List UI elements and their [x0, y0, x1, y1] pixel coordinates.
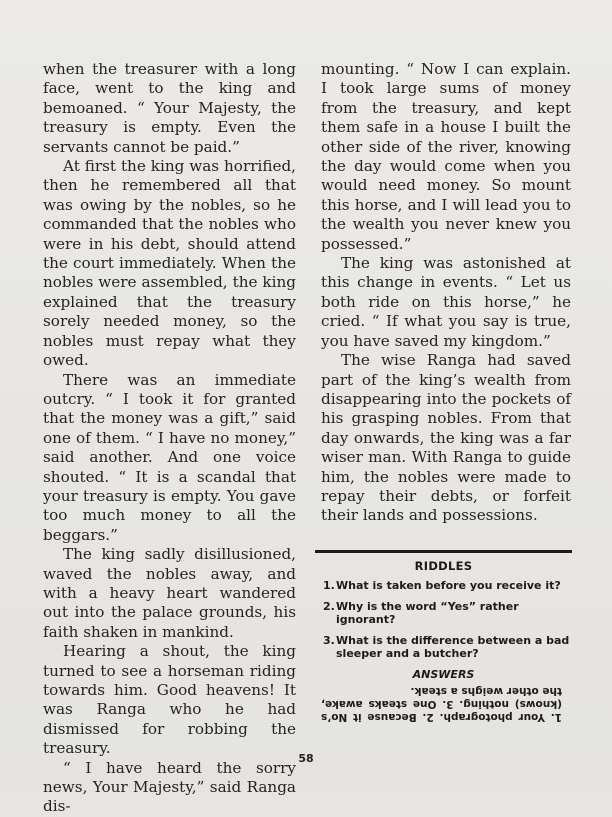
- riddles-list: [315, 579, 572, 661]
- paragraph: The king was astonished at this change in events. “ Let us both ride on this horse,” he cried. “ If what you say is true, you have saved my kingdom.”: [321, 254, 571, 350]
- paragraph: At first the king was horrified, then he remembered all that was owing by the nobles, so he commanded that the nobles who were in his debt, should attend the court immediately. When the nobles were assembled, the king explained that the treasury sorely needed money, so the nobles must repay what they owed.: [43, 157, 296, 370]
- riddle-text: What is the difference between a bad sleeper and a butcher?: [336, 633, 570, 660]
- paragraph: when the treasurer with a long face, went to the king and bemoaned. “ Your Majesty, the treasury is empty. Even the servants cannot be paid.”: [43, 60, 296, 156]
- riddle-number: 2.: [323, 599, 335, 613]
- riddle-text: What is taken before you receive it?: [336, 579, 561, 592]
- riddle-item: [315, 600, 572, 627]
- riddle-item: [315, 579, 572, 593]
- paragraph: The wise Ranga had saved part of the king’s wealth from disappearing into the pockets of his grasping nobles. From that day onwards, the king was a far wiser man. With Ranga to guide him, the nobles were made to repay their debts, or forfeit their lands and possessions.: [321, 351, 571, 525]
- paragraph: There was an immediate outcry. “ I took it for granted that the money was a gift,” said one of them. “ I have no money,” said another. And one voice shouted. “ It is a scandal that your treasury is empty. You gave too much money to all the beggars.”: [43, 370, 296, 544]
- riddles-heading: RIDDLES: [414, 559, 473, 573]
- paragraph: Hearing a shout, the king turned to see a horseman riding towards him. Good heavens! It was Ranga who he had dismissed for robbing the treasury.: [43, 642, 296, 758]
- paragraph: The king sadly disillusioned, waved the nobles away, and with a heavy heart wandered out into the palace grounds, his faith shaken in mankind.: [43, 545, 296, 641]
- riddle-text: Why is the word “Yes” rather ignorant?: [336, 599, 519, 626]
- right-column: [321, 60, 571, 526]
- riddle-item: [315, 634, 572, 661]
- riddles-box: [315, 550, 572, 723]
- riddle-number: 1.: [323, 579, 335, 592]
- left-column: [43, 60, 296, 817]
- paragraph: “ I have heard the sorry news, Your Majesty,” said Ranga dis-: [43, 758, 296, 816]
- riddle-number: 3.: [323, 633, 335, 647]
- page-number: 58: [298, 752, 314, 765]
- answers-heading: ANSWERS: [412, 667, 475, 681]
- answers-upside-down: 1. Your photograph. 2. Because it No’s (knows) nothing. 3. One steaks awake, the other weighs a steak.: [321, 684, 562, 723]
- paragraph: mounting. “ Now I can explain. I took large sums of money from the treasury, and kept them safe in a house I built the other side of the river, knowing the day would come when you would need money. So mount this horse, and I will lead you to the wealth you never knew you possessed.”: [321, 60, 571, 253]
